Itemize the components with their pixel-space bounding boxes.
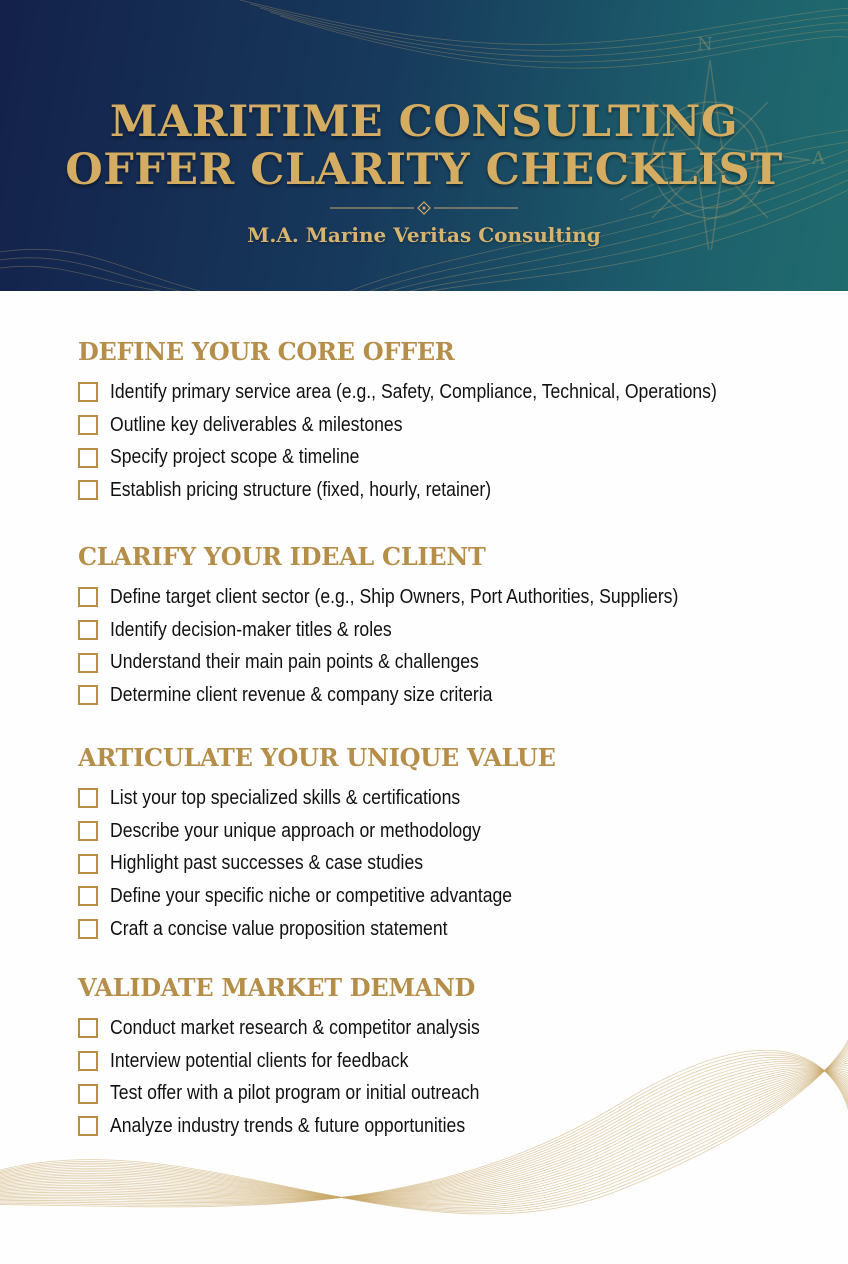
checkbox-icon[interactable] bbox=[78, 653, 98, 673]
checkbox-icon[interactable] bbox=[78, 821, 98, 841]
checklist-item[interactable] bbox=[78, 815, 567, 848]
checklist-item[interactable] bbox=[78, 441, 800, 474]
checkbox-icon[interactable] bbox=[78, 919, 98, 939]
checkbox-icon[interactable] bbox=[78, 788, 98, 808]
section-unique-value bbox=[78, 743, 567, 945]
checkbox-icon[interactable] bbox=[78, 587, 98, 607]
checkbox-icon[interactable] bbox=[78, 685, 98, 705]
checkbox-icon[interactable] bbox=[78, 886, 98, 906]
compass-letter-n: N bbox=[697, 34, 713, 55]
checkbox-icon[interactable] bbox=[78, 620, 98, 640]
item-label: Understand their main pain points & challenges bbox=[110, 651, 479, 674]
item-label: Highlight past successes & case studies bbox=[110, 852, 424, 875]
compass-letter-a: A bbox=[812, 148, 825, 169]
checkbox-icon[interactable] bbox=[78, 854, 98, 874]
page-title-line-1: MARITIME CONSULTING bbox=[109, 97, 739, 147]
checklist-item[interactable] bbox=[78, 646, 756, 679]
checklist bbox=[78, 376, 800, 507]
checklist-item[interactable] bbox=[78, 782, 567, 815]
item-label: Interview potential clients for feedback bbox=[110, 1049, 409, 1072]
item-label: List your top specialized skills & certifications bbox=[110, 786, 461, 809]
section-market-demand bbox=[78, 973, 530, 1143]
checklist bbox=[78, 782, 567, 945]
item-label: Define your specific niche or competitive advantage bbox=[110, 884, 513, 907]
section-heading: VALIDATE MARKET DEMAND bbox=[78, 973, 476, 1002]
item-label: Craft a concise value proposition statement bbox=[110, 917, 448, 940]
checkbox-icon[interactable] bbox=[78, 1018, 98, 1038]
company-subtitle: M.A. Marine Veritas Consulting bbox=[247, 223, 601, 247]
section-ideal-client bbox=[78, 542, 756, 712]
checkbox-icon[interactable] bbox=[78, 1084, 98, 1104]
checklist-item[interactable] bbox=[78, 614, 756, 647]
title-divider bbox=[330, 201, 518, 215]
checkbox-icon[interactable] bbox=[78, 1116, 98, 1136]
page-title-line-2: OFFER CLARITY CHECKLIST bbox=[65, 145, 783, 195]
checkbox-icon[interactable] bbox=[78, 382, 98, 402]
header-banner bbox=[0, 0, 848, 291]
checklist-item[interactable] bbox=[78, 847, 567, 880]
checklist-item[interactable] bbox=[78, 474, 800, 507]
item-label: Determine client revenue & company size criteria bbox=[110, 683, 493, 706]
item-label: Define target client sector (e.g., Ship Owners, Port Authorities, Suppliers) bbox=[110, 585, 679, 608]
checkbox-icon[interactable] bbox=[78, 1051, 98, 1071]
item-label: Describe your unique approach or methodology bbox=[110, 819, 481, 842]
checkbox-icon[interactable] bbox=[78, 415, 98, 435]
item-label: Outline key deliverables & milestones bbox=[110, 413, 403, 436]
section-core-offer bbox=[78, 337, 800, 507]
checklist-item[interactable] bbox=[78, 1045, 530, 1078]
item-label: Conduct market research & competitor analysis bbox=[110, 1016, 480, 1039]
checklist-item[interactable] bbox=[78, 376, 800, 409]
checklist-item[interactable] bbox=[78, 1110, 530, 1143]
checkbox-icon[interactable] bbox=[78, 480, 98, 500]
section-heading: DEFINE YOUR CORE OFFER bbox=[78, 337, 455, 366]
checklist-item[interactable] bbox=[78, 913, 567, 946]
checklist-item[interactable] bbox=[78, 880, 567, 913]
item-label: Identify decision-maker titles & roles bbox=[110, 618, 392, 641]
checklist bbox=[78, 1012, 530, 1143]
item-label: Specify project scope & timeline bbox=[110, 446, 360, 469]
checkbox-icon[interactable] bbox=[78, 448, 98, 468]
checklist bbox=[78, 581, 756, 712]
checklist-item[interactable] bbox=[78, 1077, 530, 1110]
section-heading: ARTICULATE YOUR UNIQUE VALUE bbox=[78, 743, 556, 772]
item-label: Test offer with a pilot program or initial outreach bbox=[110, 1082, 480, 1105]
item-label: Establish pricing structure (fixed, hourly, retainer) bbox=[110, 478, 492, 501]
item-label: Identify primary service area (e.g., Safety, Compliance, Technical, Operations) bbox=[110, 380, 717, 403]
checklist-item[interactable] bbox=[78, 1012, 530, 1045]
checklist-item[interactable] bbox=[78, 679, 756, 712]
item-label: Analyze industry trends & future opportunities bbox=[110, 1114, 466, 1137]
section-heading: CLARIFY YOUR IDEAL CLIENT bbox=[78, 542, 486, 571]
checklist-item[interactable] bbox=[78, 409, 800, 442]
checklist-item[interactable] bbox=[78, 581, 756, 614]
